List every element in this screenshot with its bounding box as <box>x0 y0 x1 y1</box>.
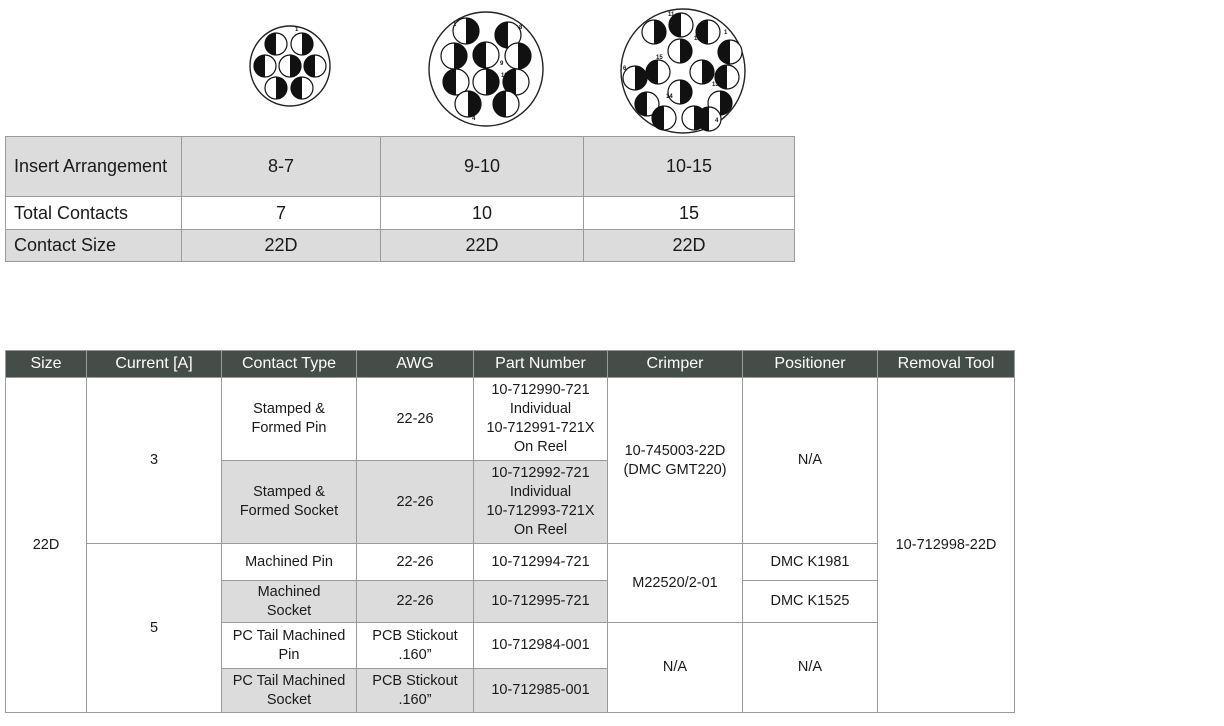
part-number-cell: 10-712985-001 <box>474 669 608 713</box>
header-part-number: Part Number <box>474 351 608 378</box>
awg-cell: 22-26 <box>357 544 474 581</box>
part-number-cell: 10-712994-721 <box>474 544 608 581</box>
header-awg: AWG <box>357 351 474 378</box>
table-row <box>6 378 1015 461</box>
awg-cell: PCB Stickout .160” <box>357 623 474 669</box>
insert-diagram-10-15 <box>616 0 750 138</box>
contact-cavity <box>668 39 692 63</box>
contact-table-header <box>6 351 1015 378</box>
contact-cavity <box>291 77 313 99</box>
current-cell: 3 <box>87 378 222 544</box>
contact-cavity <box>473 69 499 95</box>
contact-cavity <box>304 55 326 77</box>
header-size: Size <box>6 351 87 378</box>
contact-cavity <box>265 77 287 99</box>
awg-cell: 22-26 <box>357 378 474 461</box>
part-number-cell: 10-712990-721 Individual 10-712991-721X On Reel <box>474 378 608 461</box>
insert-diagram-8-7 <box>244 0 336 110</box>
spec-label: Insert Arrangement <box>6 137 182 197</box>
header-removal-tool: Removal Tool <box>878 351 1015 378</box>
spec-value: 10 <box>381 197 584 230</box>
cavity-number-label: 8 <box>519 25 523 31</box>
crimper-cell: N/A <box>608 623 743 713</box>
header-current: Current [A] <box>87 351 222 378</box>
insert-diagram-8-7-svg <box>244 0 336 110</box>
table-row <box>6 544 1015 581</box>
cavity-number-label: 14 <box>666 94 673 100</box>
current-cell: 5 <box>87 544 222 713</box>
contact-cavity <box>453 18 479 44</box>
positioner-cell: DMC K1981 <box>743 544 878 581</box>
cavity-number-label: 1 <box>724 30 728 36</box>
contact-cavity <box>690 60 714 84</box>
cavity-number-label: 1 <box>453 22 457 28</box>
insert-diagram-9-10 <box>424 0 548 130</box>
cavity-number-label: 1 <box>295 27 299 33</box>
cavity-number-label: 4 <box>472 116 476 122</box>
header-crimper: Crimper <box>608 351 743 378</box>
contact-type-cell: Stamped & Formed Socket <box>222 461 357 544</box>
spec-value: 9-10 <box>381 137 584 197</box>
cavity-number-label: 15 <box>656 55 663 61</box>
contact-cavity <box>642 20 666 44</box>
contact-cavity <box>646 60 670 84</box>
spec-label: Total Contacts <box>6 197 182 230</box>
insert-spec-table <box>5 136 795 262</box>
cavity-number-label: 13 <box>712 82 719 88</box>
contact-type-cell: Stamped & Formed Pin <box>222 378 357 461</box>
part-number-cell: 10-712992-721 Individual 10-712993-721X On Reel <box>474 461 608 544</box>
contact-type-cell: Machined Socket <box>222 581 357 623</box>
cavity-number-label: 6 <box>623 66 627 72</box>
spec-value: 22D <box>182 230 381 262</box>
spec-value: 22D <box>381 230 584 262</box>
contact-cavity <box>623 66 647 90</box>
cavity-number-label: 4 <box>715 118 719 124</box>
spec-value: 8-7 <box>182 137 381 197</box>
positioner-cell: N/A <box>743 623 878 713</box>
spec-value: 22D <box>584 230 795 262</box>
contact-table <box>5 350 1015 713</box>
contact-cavity <box>718 40 742 64</box>
contact-cavity <box>505 43 531 69</box>
cavity-number-label: 12 <box>694 36 701 42</box>
spec-value: 10-15 <box>584 137 795 197</box>
contact-type-cell: PC Tail Machined Pin <box>222 623 357 669</box>
spec-row-insert-arrangement <box>6 137 795 197</box>
contact-cavity <box>493 91 519 117</box>
contact-cavity <box>652 106 676 130</box>
header-positioner: Positioner <box>743 351 878 378</box>
contact-cavity <box>291 33 313 55</box>
header-contact-type: Contact Type <box>222 351 357 378</box>
crimper-cell: M22520/2-01 <box>608 544 743 623</box>
cavity-number-label: 9 <box>500 61 504 67</box>
awg-cell: 22-26 <box>357 461 474 544</box>
contact-cavity <box>279 55 301 77</box>
contact-type-cell: Machined Pin <box>222 544 357 581</box>
contact-cavity <box>473 42 499 68</box>
spec-value: 15 <box>584 197 795 230</box>
contact-cavity <box>668 80 692 104</box>
awg-cell: PCB Stickout .160” <box>357 669 474 713</box>
cavity-number-label: 11 <box>668 12 675 18</box>
contact-cavity <box>455 91 481 117</box>
spec-row-contact-size <box>6 230 795 262</box>
contact-cavity <box>265 33 287 55</box>
contact-cavity <box>254 55 276 77</box>
awg-cell: 22-26 <box>357 581 474 623</box>
part-number-cell: 10-712995-721 <box>474 581 608 623</box>
contact-cavity <box>441 43 467 69</box>
crimper-cell: 10-745003-22D (DMC GMT220) <box>608 378 743 544</box>
part-number-cell: 10-712984-001 <box>474 623 608 669</box>
positioner-cell: N/A <box>743 378 878 544</box>
positioner-cell: DMC K1525 <box>743 581 878 623</box>
removal-tool-cell: 10-712998-22D <box>878 378 1015 713</box>
spec-value: 7 <box>182 197 381 230</box>
spec-row-total-contacts <box>6 197 795 230</box>
spec-label: Contact Size <box>6 230 182 262</box>
size-cell: 22D <box>6 378 87 713</box>
cavity-number-label: 10 <box>501 73 508 79</box>
contact-type-cell: PC Tail Machined Socket <box>222 669 357 713</box>
insert-diagram-9-10-svg <box>424 0 548 130</box>
insert-diagram-10-15-svg <box>616 0 750 138</box>
